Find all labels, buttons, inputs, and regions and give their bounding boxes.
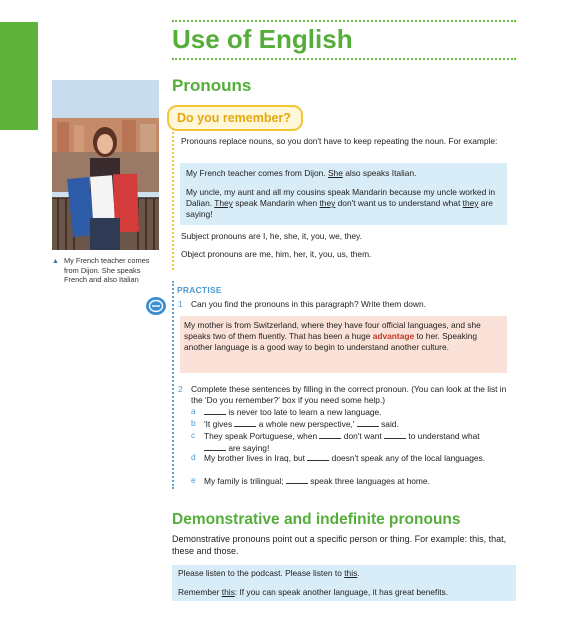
do-you-remember-label: Do you remember? — [167, 105, 303, 131]
paragraph-box — [180, 316, 507, 373]
blank-field[interactable] — [204, 442, 226, 451]
blank-field[interactable] — [234, 418, 256, 427]
blank-field[interactable] — [357, 418, 379, 427]
section-heading-demonstrative: Demonstrative and indefinite pronouns — [172, 511, 461, 528]
question-2-number: 2 — [178, 384, 183, 394]
exercise-item-c: c They speak Portuguese, when don't want to understand what are saying! — [191, 430, 480, 453]
blank-field[interactable] — [204, 406, 226, 415]
exercise-item-e: e My family is trilingual; speak three languages at home. — [191, 475, 430, 486]
title-top-rule — [172, 20, 516, 22]
blank-field[interactable] — [286, 475, 308, 484]
object-pronouns-text: Object pronouns are me, him, her, it, you, us, them. — [181, 249, 372, 259]
paragraph-text: My mother is from Switzerland, where they have four official languages, and she speaks two of them fluently. That has been a huge advantage to her. Speaking another language is a good way to begin to understand another culture. — [184, 320, 481, 352]
section-heading-pronouns: Pronouns — [172, 76, 252, 95]
triangle-up-icon: ▲ — [52, 258, 59, 265]
exercise-item-b: b 'It gives a whole new perspective,' said. — [191, 418, 399, 429]
intro-text: Pronouns replace nouns, so you don't have to keep repeating the noun. For example: — [181, 136, 498, 146]
example-sentence-4: Remember this: If you can speak another language, it has great benefits. — [178, 587, 449, 597]
demonstrative-examples-box — [172, 565, 516, 601]
question-2 — [178, 384, 510, 406]
exercise-item-d: d My brother lives in Iraq, but doesn't speak any of the local languages. — [191, 452, 486, 463]
question-1 — [178, 299, 498, 310]
example-sentence-2: My uncle, my aunt and all my cousins speak Mandarin because my uncle worked in Dalian. They speak Mandarin when they don't want us to understand what they are saying! — [186, 187, 496, 219]
question-2-text: Complete these sentences by filling in the correct pronoun. (You can look at the list in the 'Do you remember?' box if you need some help.) — [191, 384, 507, 405]
section2-intro: Demonstrative pronouns point out a specific person or thing. For example: this, that, these and those. — [172, 534, 507, 556]
blank-field[interactable] — [384, 430, 406, 439]
practise-label: PRACTISE — [177, 285, 222, 295]
practise-side-rule — [172, 281, 174, 489]
question-1-number: 1 — [178, 299, 183, 309]
subject-pronouns-text: Subject pronouns are I, he, she, it, you, we, they. — [181, 231, 362, 241]
remember-side-rule — [172, 128, 174, 270]
page-title: Use of English — [172, 24, 353, 54]
example-sentence-3: Please listen to the podcast. Please listen to this. — [178, 568, 360, 578]
example-sentence-1: My French teacher comes from Dijon. She also speaks Italian. — [186, 168, 417, 178]
audio-speaker-icon[interactable] — [145, 296, 167, 316]
highlighted-word: advantage — [372, 331, 415, 341]
photo-caption — [52, 256, 162, 285]
blank-field[interactable] — [319, 430, 341, 439]
teacher-photo-illustration — [52, 80, 159, 250]
title-bottom-rule — [172, 58, 516, 60]
teacher-photo — [52, 80, 159, 250]
blank-field[interactable] — [307, 452, 329, 461]
pronoun-examples-box — [180, 163, 507, 225]
question-1-text: Can you find the pronouns in this paragraph? Write them down. — [191, 299, 426, 309]
photo-caption-text: My French teacher comes from Dijon. She speaks French and also Italian — [64, 256, 150, 285]
page-tab-marker — [0, 22, 38, 130]
exercise-item-a: a is never too late to learn a new language. — [191, 406, 382, 417]
